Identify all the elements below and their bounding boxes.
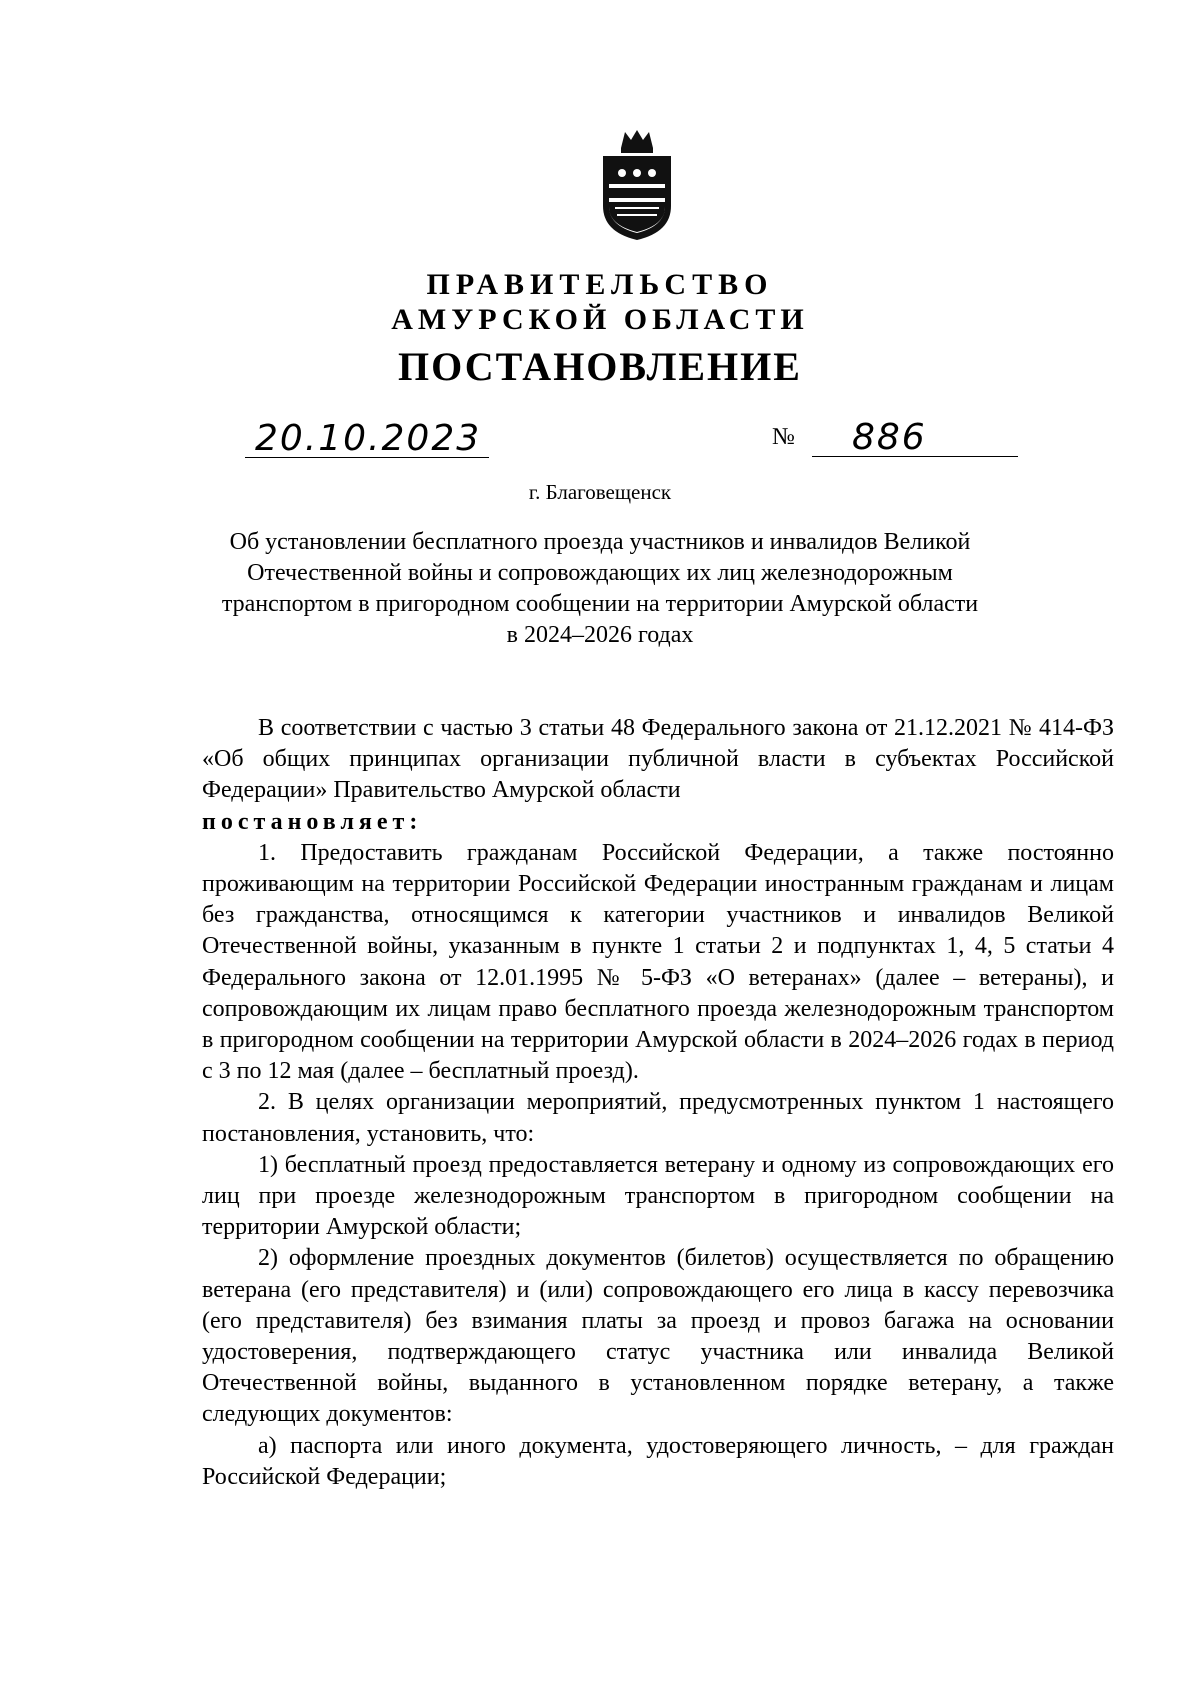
coat-of-arms-icon bbox=[595, 128, 679, 242]
clause-paragraph: 2. В целях организации мероприятий, предусмотренных пунктом 1 настоящего постановления, установить, что: bbox=[202, 1089, 1114, 1147]
document-title bbox=[215, 527, 985, 651]
handwritten-date: 20.10.2023 bbox=[255, 418, 482, 459]
title-line: Отечественной войны и сопровождающих их лиц железнодорожным bbox=[247, 560, 953, 586]
clause-paragraph: 2) оформление проездных документов (билетов) осуществляется по обращению ветерана (его представителя) и (или) сопровождающего его лица в кассу перевозчика (его представителя) без взимания платы за проезд и провоз багажа на основании удостоверения, подтверждающего статус участника или инвалида Великой Отечественной войны, выданного в установленном порядке ветерану, а также следующих документов: bbox=[202, 1245, 1114, 1428]
title-line: транспортом в пригородном сообщении на территории Амурской области bbox=[221, 591, 979, 617]
number-field bbox=[812, 414, 1018, 457]
clause-paragraph: 1) бесплатный проезд предоставляется ветерану и одному из сопровождающих его лиц при проезде железнодорожным транспортом в пригородном сообщении на территории Амурской области; bbox=[202, 1151, 1114, 1241]
resolves-line bbox=[202, 807, 1114, 838]
clause-paragraph: 1. Предоставить гражданам Российской Федерации, а также постоянно проживающим на территории Российской Федерации иностранным гражданам и лицам без гражданства, относящимся к категории участников и инвалидов Великой Отечественной войны, указанным в пункте 1 статьи 2 и подпунктах 1, 4, 5 статьи 4 Федерального закона от 12.01.1995 № 5-ФЗ «О ветеранах» (далее – ветераны), и сопровождающим их лицам право бесплатного проезда железнодорожным транспортом в пригородном сообщении на территории Амурской области в 2024–2026 годах в период с 3 по 12 мая (далее – бесплатный проезд). bbox=[202, 839, 1114, 1085]
document-type-title: ПОСТАНОВЛЕНИЕ bbox=[398, 344, 802, 389]
government-name-line-2: АМУРСКОЙ ОБЛАСТИ bbox=[391, 303, 809, 336]
document-body bbox=[202, 713, 1114, 1493]
title-line: Об установлении бесплатного проезда участников и инвалидов Великой bbox=[229, 529, 971, 555]
number-label: № bbox=[772, 424, 795, 450]
city-name: г. Благовещенск bbox=[528, 480, 672, 504]
clause-paragraph: а) паспорта или иного документа, удостоверяющего личность, – для граждан Российской Федерации; bbox=[202, 1432, 1114, 1490]
preamble-paragraph: В соответствии с частью 3 статьи 48 Федерального закона от 21.12.2021 № 414-ФЗ «Об общих принципах организации публичной власти в субъектах Российской Федерации» Правительство Амурской области bbox=[202, 715, 1114, 804]
handwritten-number: 886 bbox=[852, 417, 927, 458]
date-field bbox=[245, 417, 489, 458]
title-line: в 2024–2026 годах bbox=[506, 622, 694, 648]
resolves-keyword: постановляет: bbox=[202, 808, 423, 835]
government-name-line-1: ПРАВИТЕЛЬСТВО bbox=[426, 268, 774, 301]
